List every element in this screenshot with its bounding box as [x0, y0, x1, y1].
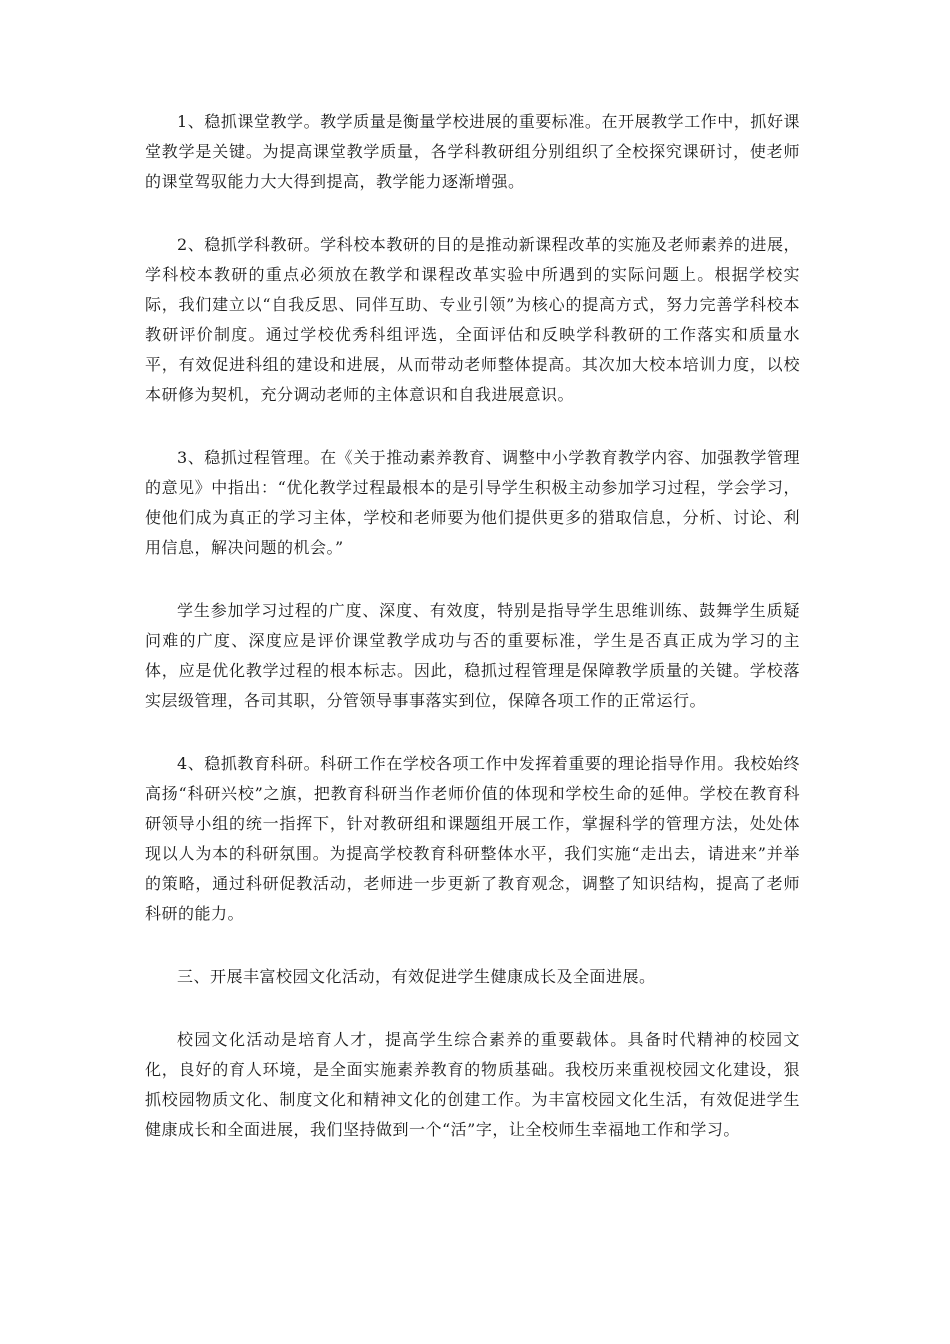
paragraph-classroom-teaching: 1、稳抓课堂教学。教学质量是衡量学校进展的重要标准。在开展教学工作中，抓好课堂教学是关键。为提高课堂教学质量，各学科教研组分别组织了全校探究课研讨，使老师的课堂驾驭能力大大得到提高，教学能力逐渐增强。 [145, 112, 800, 191]
section-heading-campus-culture: 三、开展丰富校园文化活动，有效促进学生健康成长及全面进展。 [177, 967, 656, 986]
paragraph-campus-culture: 校园文化活动是培育人才，提高学生综合素养的重要载体。具备时代精神的校园文化，良好的育人环境，是全面实施素养教育的物质基础。我校历来重视校园文化建设，狠抓校园物质文化、制度文化和精神文化的创建工作。为丰富校园文化生活，有效促进学生健康成长和全面进展，我们坚持做到一个“活”字，让全校师生幸福地工作和学习。 [145, 1030, 800, 1139]
paragraph-education-research: 4、稳抓教育科研。科研工作在学校各项工作中发挥着重要的理论指导作用。我校始终高扬“科研兴校”之旗，把教育科研当作老师价值的体现和学校生命的延伸。学校在教育科研领导小组的统一指挥下，针对教研组和课题组开展工作，掌握科学的管理方法，处处体现以人为本的科研氛围。为提高学校教育科研整体水平，我们实施“走出去，请进来”并举的策略，通过科研促教活动，老师进一步更新了教育观念，调整了知识结构，提高了老师科研的能力。 [145, 754, 800, 923]
paragraph-subject-research: 2、稳抓学科教研。学科校本教研的目的是推动新课程改革的实施及老师素养的进展，学科校本教研的重点必须放在教学和课程改革实验中所遇到的实际问题上。根据学校实际，我们建立以“自我反思、同伴互助、专业引领”为核心的提高方式，努力完善学科校本教研评价制度。通过学校优秀科组评选，全面评估和反映学科教研的工作落实和质量水平，有效促进科组的建设和进展，从而带动老师整体提高。其次加大校本培训力度，以校本研修为契机，充分调动老师的主体意识和自我进展意识。 [145, 235, 800, 404]
paragraph-process-management: 3、稳抓过程管理。在《关于推动素养教育、调整中小学教育教学内容、加强教学管理的意见》中指出：“优化教学过程最根本的是引导学生积极主动参加学习过程，学会学习，使他们成为真正的学习主体，学校和老师要为他们提供更多的猎取信息，分析、讨论、利用信息，解决问题的机会。” [145, 448, 800, 557]
document-body [145, 107, 800, 1178]
paragraph-student-participation: 学生参加学习过程的广度、深度、有效度，特别是指导学生思维训练、鼓舞学生质疑问难的广度、深度应是评价课堂教学成功与否的重要标准，学生是否真正成为学习的主体，应是优化教学过程的根本标志。因此，稳抓过程管理是保障教学质量的关键。学校落实层级管理，各司其职，分管领导事事落实到位，保障各项工作的正常运行。 [145, 601, 800, 710]
